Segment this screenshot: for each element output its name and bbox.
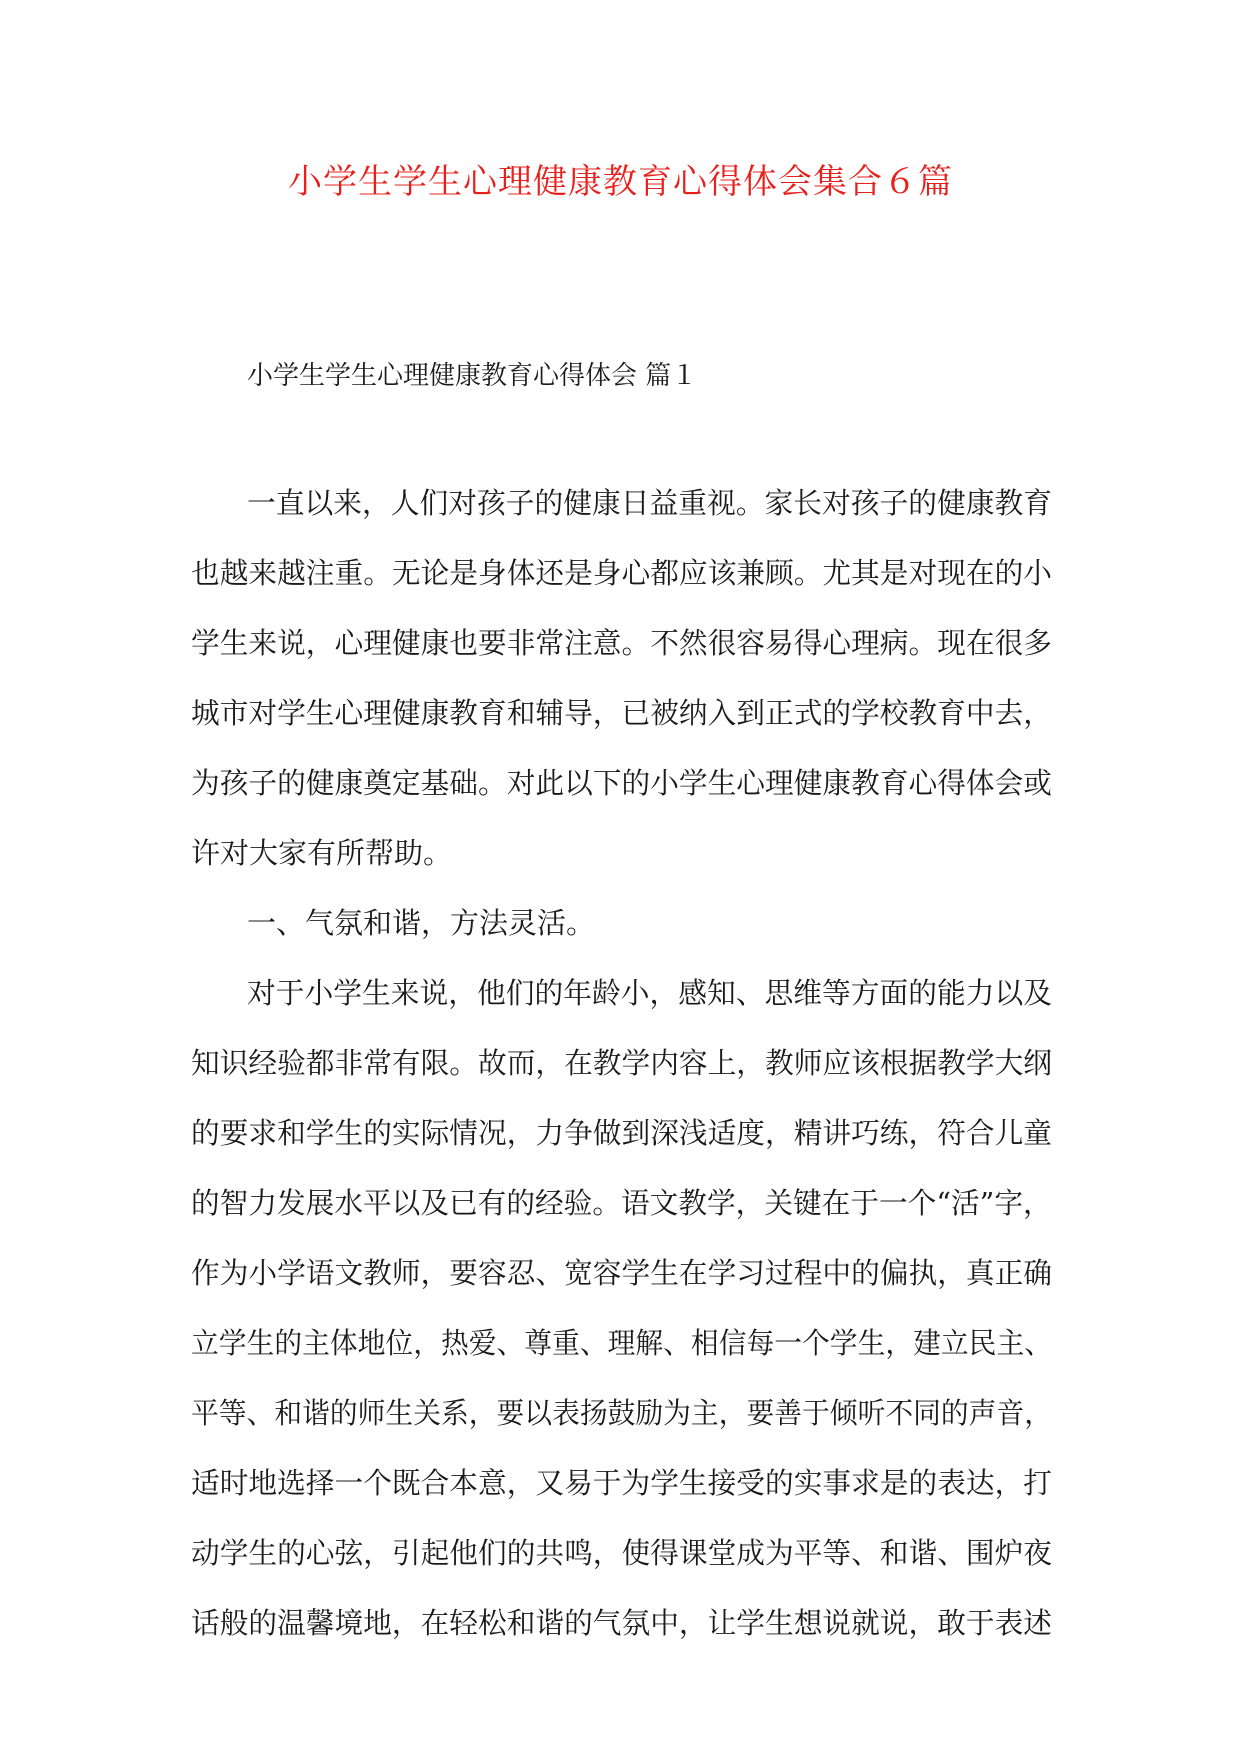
paragraph-line: 为孩子的健康奠定基础。对此以下的小学生心理健康教育心得体会或 <box>191 766 1053 800</box>
paragraph-line: 立学生的主体地位，热爱、尊重、理解、相信每一个学生，建立民主、 <box>191 1326 1053 1360</box>
paragraph-line: 的要求和学生的实际情况，力争做到深浅适度，精讲巧练，符合儿童 <box>191 1116 1053 1150</box>
subheading: 一、气氛和谐，方法灵活。 <box>247 906 596 940</box>
paragraph-line: 动学生的心弦，引起他们的共鸣，使得课堂成为平等、和谐、围炉夜 <box>191 1536 1053 1570</box>
paragraph-line: 话般的温馨境地，在轻松和谐的气氛中，让学生想说就说，敢于表述 <box>191 1606 1053 1640</box>
paragraph-line: 一直以来，人们对孩子的健康日益重视。家长对孩子的健康教育 <box>247 486 1053 520</box>
paragraph-line: 许对大家有所帮助。 <box>191 836 453 870</box>
paragraph-line: 对于小学生来说，他们的年龄小，感知、思维等方面的能力以及 <box>247 976 1053 1010</box>
paragraph-line: 城市对学生心理健康教育和辅导，已被纳入到正式的学校教育中去， <box>191 696 1053 730</box>
document-title: 小学生学生心理健康教育心得体会集合６篇 <box>288 162 953 202</box>
paragraph-line: 平等、和谐的师生关系，要以表扬鼓励为主，要善于倾听不同的声音， <box>191 1396 1053 1430</box>
paragraph-line: 的智力发展水平以及已有的经验。语文教学，关键在于一个“活”字， <box>191 1186 1052 1220</box>
paragraph-line: 作为小学语文教师，要容忍、宽容学生在学习过程中的偏执，真正确 <box>191 1256 1053 1290</box>
paragraph-line: 学生来说，心理健康也要非常注意。不然很容易得心理病。现在很多 <box>191 626 1053 660</box>
paragraph-line: 适时地选择一个既合本意，又易于为学生接受的实事求是的表达，打 <box>191 1466 1053 1500</box>
paragraph-line: 知识经验都非常有限。故而，在教学内容上，教师应该根据教学大纲 <box>191 1046 1053 1080</box>
section-heading: 小学生学生心理健康教育心得体会 篇１ <box>247 361 698 391</box>
paragraph-line: 也越来越注重。无论是身体还是身心都应该兼顾。尤其是对现在的小 <box>191 556 1053 590</box>
